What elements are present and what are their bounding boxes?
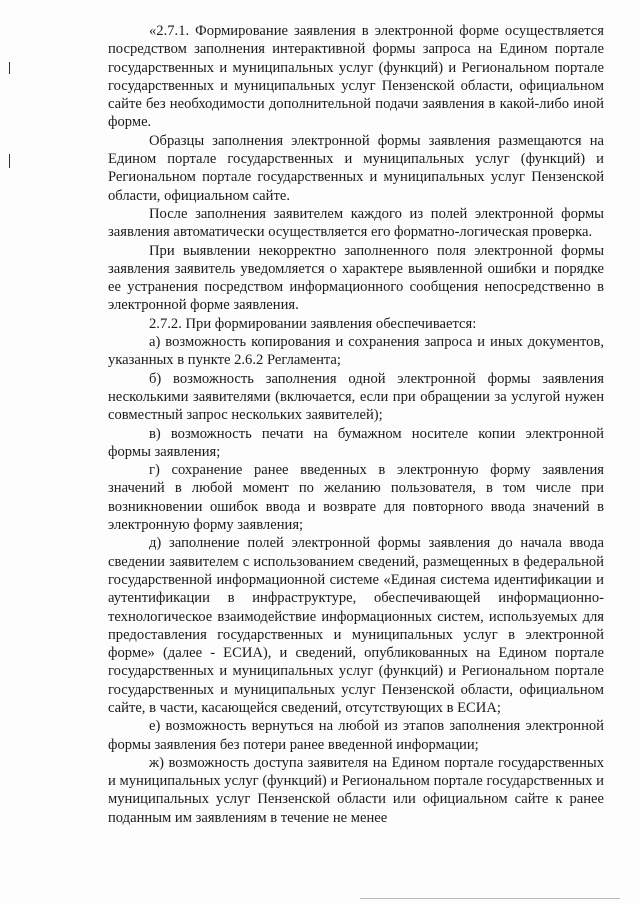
- list-item-g: г) сохранение ранее введенных в электронную форму заявления значений в любой момент по желанию пользователя, в том числе при возникновении ошибок ввода и возврате для повторного ввода значений в электронную форму заявления;: [108, 462, 604, 534]
- paragraph-2-7-1: «2.7.1. Формирование заявления в электронной форме осуществляется посредством заполнения интерактивной формы запроса на Едином портале государственных и муниципальных услуг (функций) и Региональном портале государственных и муниципальных услуг Пензенской области, официальном сайте без необходимости дополнительной подачи заявления в какой-либо иной форме.: [108, 23, 604, 131]
- list-item-a: а) возможность копирования и сохранения запроса и иных документов, указанных в пункте 2.6.2 Регламента;: [108, 334, 604, 369]
- document-body: [108, 22, 604, 827]
- list-item-b: б) возможность заполнения одной электронной формы заявления несколькими заявителями (включается, если при обращении за услугой нужен совместный запрос нескольких заявителей);: [108, 370, 604, 424]
- paragraph-2-7-2: 2.7.2. При формировании заявления обеспечивается:: [149, 315, 477, 332]
- paragraph-samples: Образцы заполнения электронной формы заявления размещаются на Едином портале государственных и муниципальных услуг (функций) и Региональном портале государственных и муниципальных услуг Пензенской области, официальном сайте.: [108, 132, 604, 204]
- scan-margin-mark: [9, 62, 10, 74]
- list-item-v: в) возможность печати на бумажном носителе копии электронной формы заявления;: [108, 425, 604, 460]
- paragraph-validation: После заполнения заявителем каждого из полей электронной формы заявления автоматически осуществляется его форматно-логическая проверка.: [108, 205, 604, 241]
- scan-margin-mark: [9, 154, 10, 168]
- paragraph-errors: При выявлении некорректно заполненного поля электронной формы заявления заявитель уведомляется о характере выявленной ошибки и порядке ее устранения посредством информационного сообщения непосредственно в электронной форме заявления.: [108, 242, 604, 314]
- list-item-d: д) заполнение полей электронной формы заявления до начала ввода сведении заявителем с использованием сведений, размещенных в федеральной государственной информационной системе «Единая система идентификации и аутентификации в инфраструктуре, обеспечивающей информационно-технологическое взаимодействие информационных систем, используемых для предоставления государственных и муниципальных услуг в электронной форме» (далее - ЕСИА), и сведений, опубликованных на Едином портале государственных и муниципальных услуг (функций) и Региональном портале государственных и муниципальных услуг Пензенской области, официальном сайте, в части, касающейся сведений, отсутствующих в ЕСИА;: [108, 535, 604, 716]
- list-item-zh: ж) возможность доступа заявителя на Едином портале государственных и муниципальных услуг (функций) и Региональном портале государственных и муниципальных услуг Пензенской области или официальном сайте к ранее поданным им заявлениям в течение не менее: [108, 754, 604, 826]
- list-item-e: е) возможность вернуться на любой из этапов заполнения электронной формы заявления без потери ранее введенной информации;: [108, 718, 604, 753]
- scan-bottom-edge: [360, 898, 620, 899]
